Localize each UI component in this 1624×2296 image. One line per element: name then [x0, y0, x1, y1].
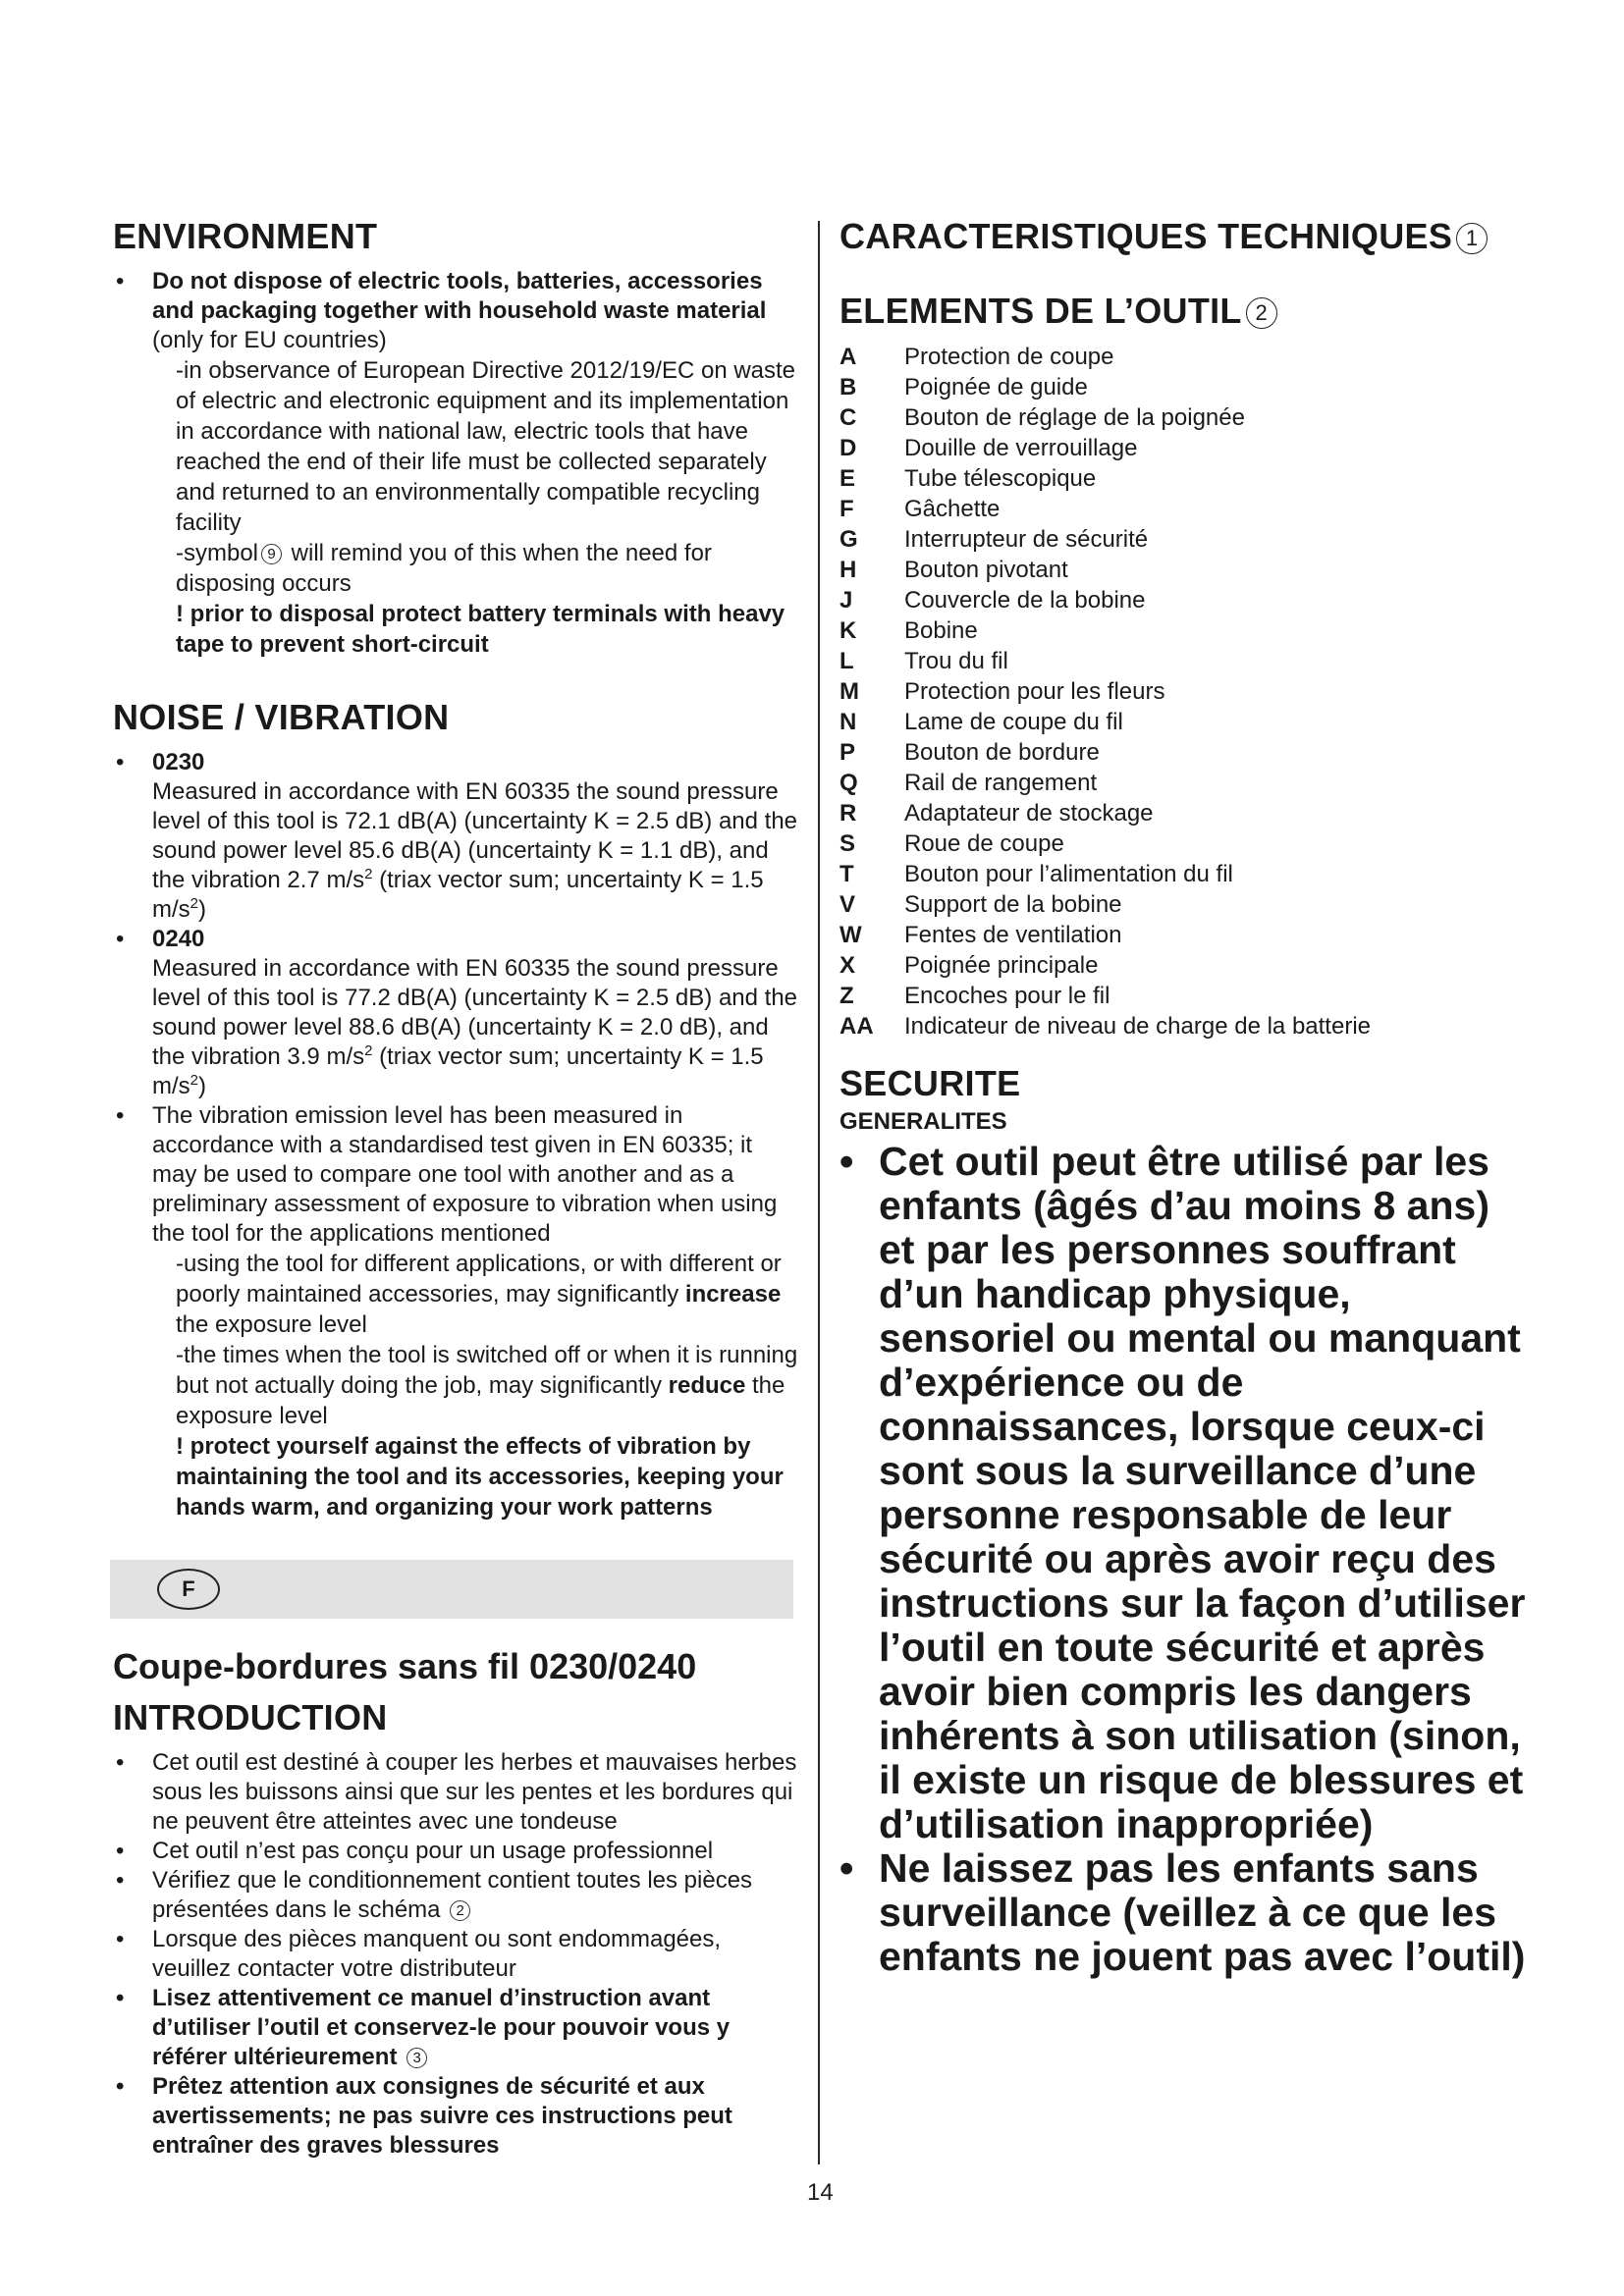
- figure-2-icon: 2: [1246, 297, 1277, 329]
- part-row: [839, 950, 1371, 981]
- part-label: Fentes de ventilation: [904, 922, 1122, 948]
- part-key: T: [839, 861, 854, 887]
- part-key: X: [839, 952, 856, 979]
- part-label: Rail de rangement: [904, 770, 1098, 796]
- part-label: Support de la bobine: [904, 891, 1122, 918]
- part-key: AA: [839, 1013, 874, 1040]
- part-row: [839, 494, 1371, 524]
- intro-item: • Lorsque des pièces manquent ou sont endommagées, veuillez contacter votre distributeur: [113, 1925, 800, 1984]
- noise-heading: NOISE / VIBRATION: [113, 697, 450, 737]
- product-title: Coupe-bordures sans fil 0230/0240: [113, 1646, 697, 1686]
- part-row: [839, 646, 1371, 676]
- page-number: 14: [807, 2179, 834, 2206]
- model-0230-text: Measured in accordance with EN 60335 the sound pressure level of this tool is 72.1 dB(A) (uncertainty K = 2.5 dB) and the sound power level 85.6 dB(A) (uncertainty K = 1.1 dB), and the vibration 2.7 $m/s^2$ (triax vector sum; uncertainty K = 1.5 $m/s^2$): [152, 778, 798, 923]
- safety-item-supervision: • Ne laissez pas les enfants sans surveillance (veillez à ce que les enfants ne jouent pas avec l’outil): [839, 1846, 1527, 1979]
- environment-dash-directive: -in observance of European Directive 2012/19/EC on waste of electric and electronic equipment and its implementation in accordance with national law, electric tools that have reached the end of their life must be collected separately and returned to an environmentally compatible recycling facility: [176, 357, 796, 536]
- safety-list: [839, 1140, 1527, 1979]
- intro-item: • Cet outil n’est pas conçu pour un usage professionnel: [113, 1837, 800, 1866]
- part-key: F: [839, 496, 854, 522]
- part-key: G: [839, 526, 858, 553]
- part-label: Bouton de bordure: [904, 739, 1100, 766]
- part-key: E: [839, 465, 856, 492]
- part-label: Bouton pivotant: [904, 557, 1068, 583]
- part-label: Lame de coupe du fil: [904, 709, 1123, 735]
- environment-bullet-rest: (only for EU countries): [152, 327, 387, 353]
- introduction-heading: INTRODUCTION: [113, 1697, 388, 1737]
- securite-heading: SECURITE: [839, 1063, 1021, 1103]
- part-label: Couvercle de la bobine: [904, 587, 1146, 614]
- part-row: [839, 768, 1371, 798]
- environment-list: [113, 267, 800, 660]
- noise-list: [113, 748, 800, 1522]
- part-key: L: [839, 648, 854, 674]
- model-0240-label: • 0240: [152, 926, 205, 952]
- part-row: [839, 615, 1371, 646]
- figure-1-icon: 1: [1456, 223, 1488, 254]
- part-row: [839, 859, 1371, 889]
- model-0230-label: • 0230: [152, 749, 205, 775]
- environment-warning: ! prior to disposal protect battery terminals with heavy tape to prevent short-circuit: [176, 601, 785, 658]
- noise-model-0240: [113, 925, 800, 1101]
- part-row: [839, 463, 1371, 494]
- part-row: [839, 676, 1371, 707]
- part-key: D: [839, 435, 857, 461]
- part-label: Indicateur de niveau de charge de la batterie: [904, 1013, 1371, 1040]
- part-key: V: [839, 891, 856, 918]
- intro-item: • Prêtez attention aux consignes de sécurité et aux avertissements; ne pas suivre ces instructions peut entraîner des graves blessures: [113, 2072, 800, 2161]
- part-row: [839, 828, 1371, 859]
- part-row: [839, 585, 1371, 615]
- part-key: W: [839, 922, 862, 948]
- part-key: S: [839, 830, 856, 857]
- noise-model-0230: [113, 748, 800, 925]
- part-label: Protection de coupe: [904, 344, 1114, 370]
- part-row: [839, 433, 1371, 463]
- safety-item-children: • Cet outil peut être utilisé par les enfants (âgés d’au moins 8 ans) et par les personnes souffrant d’un handicap physique, sensoriel ou mental ou manquant d’expérience ou de connaissances, lorsque ceux-ci sont sous la surveillance d’une personne responsable de leur sécurité ou après avoir reçu des instructions sur la façon d’utiliser l’outil en toute sécurité et après avoir bien compris les dangers inhérents à son utilisation (sinon, il existe un risque de blessures et d’utilisation inappropriée): [839, 1140, 1527, 1846]
- part-row: [839, 981, 1371, 1011]
- part-key: Q: [839, 770, 858, 796]
- noise-emission: • The vibration emission level has been measured in accordance with a standardised test given in EN 60335; it may be used to compare one tool with another and as a preliminary assessment of exposure to vibration when using the tool for the applications mentioned -using the tool for different applications, or with different or poorly maintained accessories, may significantly increase the exposure level -the times when the tool is switched off or when it is running but not actually doing the job, may significantly reduce the exposure level ! protect yourself against the effects of vibration by maintaining the tool and its accessories, keeping your hands warm, and organizing your work patterns: [113, 1101, 800, 1522]
- generalites-heading: GENERALITES: [839, 1108, 1007, 1135]
- intro-item: • Lisez attentivement ce manuel d’instruction avant d’utiliser l’outil et conservez-le pour pouvoir vous y référer ultérieurement 3: [113, 1984, 800, 2072]
- parts-table: [839, 342, 1371, 1041]
- part-row: [839, 889, 1371, 920]
- elements-heading: ELEMENTS DE L’OUTIL 2: [839, 291, 1527, 332]
- part-label: Douille de verrouillage: [904, 435, 1138, 461]
- part-label: Poignée principale: [904, 952, 1099, 979]
- part-key: Z: [839, 983, 854, 1009]
- right-column: [839, 216, 1527, 1979]
- part-row: [839, 798, 1371, 828]
- part-key: A: [839, 344, 857, 370]
- part-label: Trou du fil: [904, 648, 1008, 674]
- model-0240-text: Measured in accordance with EN 60335 the sound pressure level of this tool is 77.2 dB(A) (uncertainty K = 2.5 dB) and the sound power level 88.6 dB(A) (uncertainty K = 2.0 dB), and the vibration 3.9 $m/s^2$ (triax vector sum; uncertainty K = 1.5 $m/s^2$): [152, 955, 798, 1099]
- language-bar: [110, 1560, 793, 1619]
- part-key: J: [839, 587, 853, 614]
- part-label: Interrupteur de sécurité: [904, 526, 1149, 553]
- part-label: Tube télescopique: [904, 465, 1097, 492]
- part-row: [839, 920, 1371, 950]
- emission-dash-increase: -using the tool for different applications, or with different or poorly maintained accessories, may significantly increase the exposure level: [176, 1251, 782, 1338]
- part-key: P: [839, 739, 856, 766]
- environment-dash-symbol: -symbol 9 will remind you of this when the need for disposing occurs: [176, 540, 712, 597]
- part-label: Roue de coupe: [904, 830, 1064, 857]
- tech-heading: CARACTERISTIQUES TECHNIQUES 1: [839, 216, 1527, 257]
- introduction-list: [113, 1748, 800, 2161]
- part-label: Protection pour les fleurs: [904, 678, 1165, 705]
- environment-heading: ENVIRONMENT: [113, 216, 378, 256]
- vibration-warning: ! protect yourself against the effects of vibration by maintaining the tool and its accessories, keeping your hands warm, and organizing your work patterns: [176, 1433, 784, 1521]
- part-label: Encoches pour le fil: [904, 983, 1110, 1009]
- symbol-9-icon: 9: [261, 544, 282, 564]
- part-label: Bobine: [904, 617, 978, 644]
- part-key: C: [839, 404, 857, 431]
- part-label: Adaptateur de stockage: [904, 800, 1154, 827]
- column-divider: [818, 221, 820, 2164]
- part-key: K: [839, 617, 857, 644]
- intro-item: • Cet outil est destiné à couper les herbes et mauvaises herbes sous les buissons ainsi que sur les pentes et les bordures qui ne peuvent être atteintes avec une tondeuse: [113, 1748, 800, 1837]
- part-key: R: [839, 800, 857, 827]
- part-label: Bouton de réglage de la poignée: [904, 404, 1245, 431]
- part-row: [839, 524, 1371, 555]
- environment-bullet: [113, 267, 800, 660]
- intro-item: • Vérifiez que le conditionnement contient toutes les pièces présentées dans le schéma 2: [113, 1866, 800, 1925]
- part-row: [839, 372, 1371, 402]
- part-key: M: [839, 678, 859, 705]
- part-key: B: [839, 374, 857, 400]
- part-label: Bouton pour l’alimentation du fil: [904, 861, 1233, 887]
- part-key: H: [839, 557, 857, 583]
- part-row: [839, 402, 1371, 433]
- part-row: [839, 555, 1371, 585]
- schema-2-icon: 2: [450, 1900, 470, 1921]
- part-row: [839, 737, 1371, 768]
- emission-dash-reduce: -the times when the tool is switched off or when it is running but not actually doing the job, may significantly reduce the exposure level: [176, 1342, 798, 1429]
- part-label: Gâchette: [904, 496, 1001, 522]
- language-badge: F: [157, 1569, 220, 1610]
- part-label: Poignée de guide: [904, 374, 1088, 400]
- part-row: [839, 707, 1371, 737]
- environment-bullet-bold: Do not dispose of electric tools, batteries, accessories and packaging together with household waste material: [152, 268, 767, 324]
- part-key: N: [839, 709, 857, 735]
- left-column: [113, 216, 800, 2161]
- part-row: [839, 342, 1371, 372]
- part-row: [839, 1011, 1371, 1041]
- schema-3-icon: 3: [406, 2048, 427, 2068]
